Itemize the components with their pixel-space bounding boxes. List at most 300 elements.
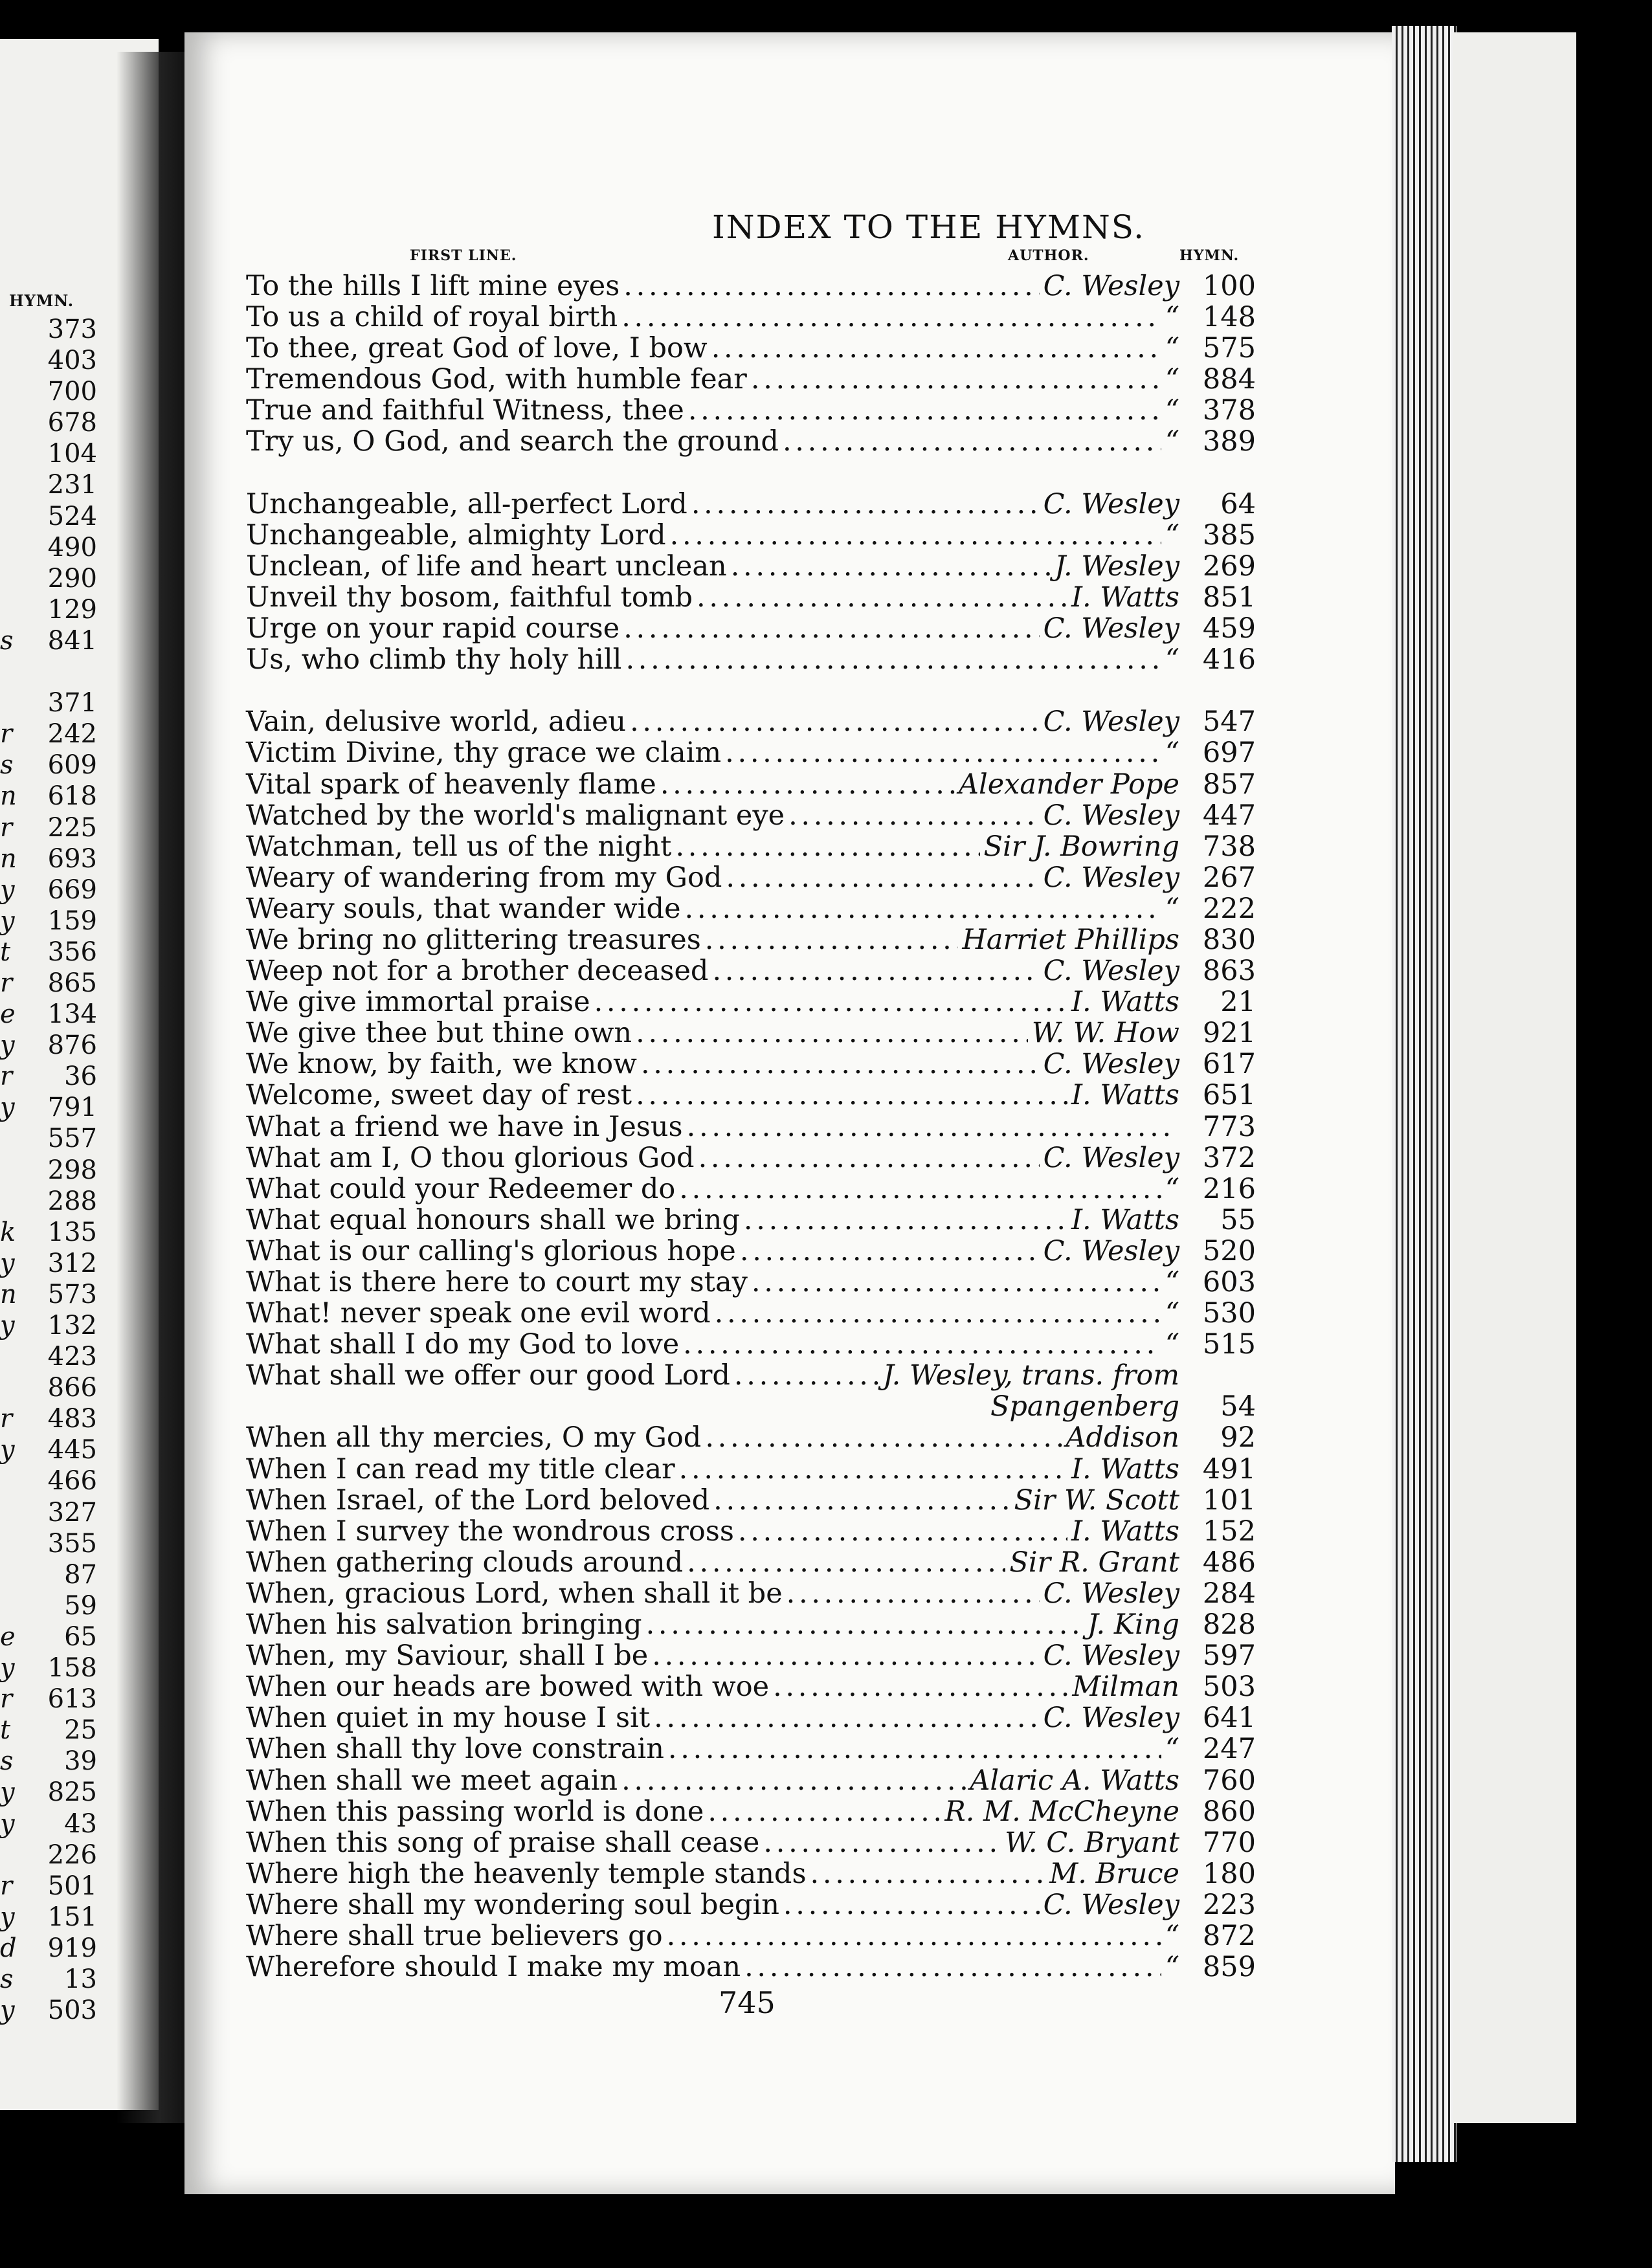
hymn-index-list xyxy=(246,271,1256,1983)
entry-author: Alaric A. Watts xyxy=(970,1764,1179,1797)
entry-leader-dots xyxy=(752,1267,1161,1298)
entry-author: “ xyxy=(1165,394,1179,427)
entry-leader-dots xyxy=(625,644,1161,675)
entry-author: C. Wesley xyxy=(1043,612,1179,645)
entry-first-line: When his salvation bringing xyxy=(246,1608,642,1641)
previous-page-row xyxy=(0,1840,97,1871)
entry-author: Sir J. Bowring xyxy=(983,830,1179,863)
entry-first-line: When, gracious Lord, when shall it be xyxy=(246,1577,783,1610)
entry-leader-dots xyxy=(738,1516,1067,1547)
previous-page-row-hymn-number: 327 xyxy=(47,1497,97,1528)
index-entry xyxy=(246,1205,1256,1236)
previous-page-row-hymn-number: 129 xyxy=(47,594,97,625)
entry-author: Addison xyxy=(1066,1421,1179,1454)
entry-hymn-number: 216 xyxy=(1202,1172,1256,1205)
index-entry xyxy=(246,302,1256,333)
previous-page-row-author-fragment: t xyxy=(0,937,11,967)
entry-leader-dots xyxy=(621,302,1161,333)
previous-page-row-hymn-number: 87 xyxy=(64,1559,97,1590)
previous-page-row xyxy=(0,625,97,656)
entry-first-line: Unclean, of life and heart unclean xyxy=(246,550,727,583)
previous-page-row-author-fragment: y xyxy=(0,1902,15,1932)
entry-hymn-number: 284 xyxy=(1202,1577,1256,1610)
previous-page-row-hymn-number: 573 xyxy=(47,1279,97,1309)
entry-hymn-number: 269 xyxy=(1202,550,1256,583)
entry-leader-dots xyxy=(688,395,1161,426)
entry-author: J. King xyxy=(1087,1608,1179,1641)
entry-hymn-number: 773 xyxy=(1202,1110,1256,1143)
entry-hymn-number: 100 xyxy=(1202,270,1256,302)
index-entry xyxy=(246,271,1256,302)
entry-author: “ xyxy=(1165,643,1179,676)
entry-leader-dots xyxy=(630,706,1040,737)
previous-page-row xyxy=(0,812,97,843)
previous-page-row-hymn-number: 159 xyxy=(47,906,97,936)
index-entry xyxy=(246,1578,1256,1609)
index-entry xyxy=(246,1142,1256,1173)
entry-author: I. Watts xyxy=(1071,1079,1179,1112)
entry-leader-dots xyxy=(783,1889,1040,1920)
entry-hymn-number: 651 xyxy=(1202,1079,1256,1112)
entry-leader-dots xyxy=(646,1609,1084,1640)
index-entry xyxy=(246,1236,1256,1267)
previous-page-row xyxy=(0,1310,97,1341)
index-entry xyxy=(246,1671,1256,1702)
previous-page-row-hymn-number: 242 xyxy=(47,719,97,750)
previous-page-row xyxy=(0,1559,97,1590)
previous-page-row-hymn-number: 501 xyxy=(47,1871,97,1901)
entry-author: C. Wesley xyxy=(1043,1141,1179,1174)
entry-hymn-number: 416 xyxy=(1202,643,1256,676)
entry-hymn-number: 530 xyxy=(1202,1297,1256,1330)
index-entry xyxy=(246,1080,1256,1111)
previous-page-hymn-header: HYMN. xyxy=(9,291,74,310)
previous-page-row xyxy=(0,937,97,968)
entry-leader-dots xyxy=(667,1920,1161,1951)
previous-page-row xyxy=(0,501,97,532)
entry-hymn-number: 617 xyxy=(1202,1048,1256,1081)
entry-first-line: We give immortal praise xyxy=(246,986,590,1019)
index-entry xyxy=(246,1827,1256,1858)
page-title: INDEX TO THE HYMNS. xyxy=(712,208,1146,246)
index-entry xyxy=(246,1547,1256,1578)
entry-author: “ xyxy=(1165,425,1179,458)
entry-first-line: When I survey the wondrous cross xyxy=(246,1515,734,1548)
entry-hymn-number: 54 xyxy=(1220,1390,1256,1423)
previous-page-row xyxy=(0,1902,97,1933)
previous-page-row xyxy=(0,687,97,718)
index-entry xyxy=(246,1858,1256,1889)
entry-leader-dots xyxy=(744,1951,1161,1983)
entry-leader-dots xyxy=(711,333,1161,364)
previous-page-row xyxy=(0,532,97,563)
page-gutter-shadow xyxy=(117,52,188,2123)
previous-page-row-author-fragment: y xyxy=(0,1435,15,1465)
previous-page-row-author-fragment: y xyxy=(0,1653,15,1684)
entry-leader-dots xyxy=(636,1080,1067,1111)
entry-hymn-number: 92 xyxy=(1220,1421,1256,1454)
entry-hymn-number: 64 xyxy=(1220,487,1256,520)
previous-page-row-author-fragment: r xyxy=(0,1404,13,1434)
previous-page-row-hymn-number: 290 xyxy=(47,563,97,594)
entry-leader-dots xyxy=(740,1236,1040,1267)
previous-page-row-author-fragment: y xyxy=(0,874,15,905)
index-entry xyxy=(246,706,1256,737)
entry-author: “ xyxy=(1165,1328,1179,1361)
previous-page-row-author-fragment: r xyxy=(0,968,13,998)
entry-leader-dots xyxy=(725,737,1161,768)
previous-page-row-hymn-number: 104 xyxy=(47,439,97,469)
entry-author: Alexander Pope xyxy=(958,768,1179,801)
entry-author: R. M. McCheyne xyxy=(944,1795,1179,1828)
previous-page-row xyxy=(0,968,97,999)
entry-hymn-number: 697 xyxy=(1202,737,1256,770)
index-entry xyxy=(246,1329,1256,1360)
previous-page-row-author-fragment: y xyxy=(0,1311,15,1340)
entry-author: C. Wesley xyxy=(1043,487,1179,520)
entry-leader-dots xyxy=(623,613,1039,644)
entry-hymn-number: 603 xyxy=(1202,1266,1256,1298)
index-entry xyxy=(246,1765,1256,1796)
entry-hymn-number: 222 xyxy=(1202,892,1256,925)
entry-author: C. Wesley xyxy=(1043,1640,1179,1673)
index-entry xyxy=(246,364,1256,395)
entry-leader-dots xyxy=(712,955,1039,986)
previous-page-row xyxy=(0,750,97,781)
entry-leader-dots xyxy=(787,1578,1040,1609)
previous-page-row-author-fragment: d xyxy=(0,1933,17,1963)
entry-leader-dots xyxy=(751,364,1161,395)
entry-first-line: When all thy mercies, O my God xyxy=(246,1421,702,1454)
entry-author: C. Wesley xyxy=(1043,706,1179,739)
previous-page-row-hymn-number: 841 xyxy=(47,625,97,656)
entry-first-line: Weep not for a brother deceased xyxy=(246,955,709,988)
entry-author: Spangenberg xyxy=(990,1390,1179,1423)
index-entry xyxy=(246,613,1256,644)
entry-hymn-number: 389 xyxy=(1202,425,1256,458)
entry-first-line: When quiet in my house I sit xyxy=(246,1702,651,1735)
entry-author: Harriet Phillips xyxy=(962,923,1179,956)
previous-page-row-author-fragment: r xyxy=(0,812,13,843)
entry-leader-dots xyxy=(788,800,1040,831)
entry-hymn-number: 372 xyxy=(1202,1141,1256,1174)
entry-first-line: When shall thy love constrain xyxy=(246,1733,664,1766)
previous-page-row xyxy=(0,656,97,687)
entry-author: Milman xyxy=(1072,1671,1179,1704)
previous-page-row xyxy=(0,1995,97,2026)
index-entry xyxy=(246,800,1256,831)
entry-author: W. C. Bryant xyxy=(1005,1826,1179,1859)
entry-hymn-number: 760 xyxy=(1202,1764,1256,1797)
previous-page-row-hymn-number: 36 xyxy=(64,1062,97,1092)
entry-first-line: Welcome, sweet day of rest xyxy=(246,1079,632,1112)
entry-hymn-number: 859 xyxy=(1202,1951,1256,1984)
previous-page-row xyxy=(0,1684,97,1715)
entry-leader-dots xyxy=(687,1111,1176,1142)
entry-first-line: Where shall true believers go xyxy=(246,1919,663,1952)
column-header-first-line: FIRST LINE. xyxy=(410,247,517,264)
entry-leader-dots xyxy=(691,489,1040,520)
entry-author: C. Wesley xyxy=(1043,799,1179,832)
entry-hymn-number: 921 xyxy=(1202,1017,1256,1050)
previous-page-row-author-fragment: t xyxy=(0,1715,11,1746)
previous-page-row-hymn-number: 825 xyxy=(47,1777,97,1808)
entry-leader-dots xyxy=(679,1454,1067,1485)
previous-page-row xyxy=(0,594,97,625)
index-entry xyxy=(246,1454,1256,1485)
previous-page-row-author-fragment: n xyxy=(0,781,17,812)
previous-page-row-hymn-number: 312 xyxy=(47,1248,97,1278)
entry-first-line: What shall I do my God to love xyxy=(246,1328,680,1361)
previous-page-row xyxy=(0,1372,97,1403)
entry-first-line: Weary of wandering from my God xyxy=(246,861,722,894)
previous-page-row-hymn-number: 135 xyxy=(47,1217,97,1247)
entry-first-line: Us, who climb thy holy hill xyxy=(246,643,622,676)
entry-leader-dots xyxy=(641,1049,1040,1080)
previous-page-row-author-fragment: e xyxy=(0,1621,16,1652)
previous-page-row-hymn-number: 466 xyxy=(47,1466,97,1496)
entry-hymn-number: 491 xyxy=(1202,1452,1256,1485)
previous-page-row-author-fragment: y xyxy=(0,906,15,936)
entry-first-line: Tremendous God, with humble fear xyxy=(246,363,747,396)
page-edges xyxy=(1392,26,1457,2162)
entry-first-line: Victim Divine, thy grace we claim xyxy=(246,737,722,770)
previous-page-row xyxy=(0,376,97,407)
previous-page-row-author-fragment: s xyxy=(0,1964,14,1994)
entry-hymn-number: 515 xyxy=(1202,1328,1256,1361)
index-entry xyxy=(246,955,1256,986)
previous-page-hymn-list xyxy=(0,314,97,2026)
back-cover xyxy=(1453,32,1576,2123)
previous-page-row-author-fragment: y xyxy=(0,1777,15,1808)
previous-page-row-author-fragment: r xyxy=(0,1062,13,1092)
column-header-author: AUTHOR. xyxy=(1008,247,1089,264)
previous-page-row xyxy=(0,999,97,1030)
previous-page-row-hymn-number: 423 xyxy=(47,1342,97,1372)
entry-leader-dots xyxy=(698,1142,1040,1173)
entry-author: C. Wesley xyxy=(1043,861,1179,894)
entry-leader-dots xyxy=(687,1547,1005,1578)
entry-author: “ xyxy=(1165,1951,1179,1984)
previous-page-row-hymn-number: 791 xyxy=(47,1093,97,1123)
entry-leader-dots xyxy=(636,1017,1028,1049)
entry-hymn-number: 857 xyxy=(1202,768,1256,801)
previous-page-row xyxy=(0,1777,97,1808)
previous-page-row xyxy=(0,874,97,906)
entry-hymn-number: 770 xyxy=(1202,1826,1256,1859)
entry-author: Sir W. Scott xyxy=(1014,1484,1179,1517)
previous-page-row-hymn-number: 403 xyxy=(47,346,97,376)
previous-page-row-hymn-number: 59 xyxy=(64,1590,97,1621)
previous-page-row-author-fragment: r xyxy=(0,1684,13,1715)
index-entry xyxy=(246,1360,1256,1391)
previous-page-row xyxy=(0,1746,97,1777)
previous-page-row-hymn-number: 134 xyxy=(47,999,97,1030)
previous-page-row xyxy=(0,314,97,345)
entry-first-line: When this song of praise shall cease xyxy=(246,1826,760,1859)
entry-author: “ xyxy=(1165,1733,1179,1766)
entry-hymn-number: 828 xyxy=(1202,1608,1256,1641)
previous-page-row xyxy=(0,1403,97,1434)
previous-page-row-hymn-number: 373 xyxy=(47,315,97,344)
entry-first-line: Try us, O God, and search the ground xyxy=(246,425,779,458)
entry-hymn-number: 738 xyxy=(1202,830,1256,863)
entry-author: “ xyxy=(1165,1297,1179,1330)
previous-page-row-hymn-number: 226 xyxy=(47,1840,97,1870)
entry-hymn-number: 267 xyxy=(1202,861,1256,894)
entry-first-line: When shall we meet again xyxy=(246,1764,618,1797)
previous-page-row-hymn-number: 225 xyxy=(47,812,97,843)
index-entry xyxy=(246,1422,1256,1453)
previous-page-row xyxy=(0,1497,97,1528)
entry-leader-dots xyxy=(810,1858,1046,1889)
entry-author: W. W. How xyxy=(1031,1017,1179,1050)
index-entry xyxy=(246,893,1256,924)
previous-page-row-author-fragment: y xyxy=(0,1030,15,1061)
entry-author: “ xyxy=(1165,518,1179,551)
entry-first-line: Vital spark of heavenly flame xyxy=(246,768,656,801)
entry-author: J. Wesley xyxy=(1055,550,1179,583)
previous-page-row-hymn-number: 151 xyxy=(47,1902,97,1932)
entry-first-line: When our heads are bowed with woe xyxy=(246,1671,770,1704)
entry-leader-dots xyxy=(670,520,1161,551)
entry-hymn-number: 447 xyxy=(1202,799,1256,832)
previous-page-row-hymn-number: 866 xyxy=(47,1373,97,1403)
previous-page-row xyxy=(0,1871,97,1902)
previous-page-row-author-fragment: s xyxy=(0,1746,14,1777)
previous-page-row-author-fragment: y xyxy=(0,1093,15,1123)
entry-author: I. Watts xyxy=(1071,1203,1179,1236)
entry-author: “ xyxy=(1165,332,1179,365)
previous-page-row xyxy=(0,407,97,438)
entry-hymn-number: 152 xyxy=(1202,1515,1256,1548)
previous-page-row xyxy=(0,1279,97,1310)
previous-page-row-author-fragment: y xyxy=(0,1996,15,2026)
entry-first-line: To thee, great God of love, I bow xyxy=(246,332,708,365)
entry-first-line: Where high the heavenly temple stands xyxy=(246,1857,807,1890)
index-entry xyxy=(246,395,1256,426)
entry-author: C. Wesley xyxy=(1043,270,1179,302)
previous-page-row-hymn-number: 231 xyxy=(47,470,97,500)
previous-page-row xyxy=(0,469,97,500)
index-entry xyxy=(246,862,1256,893)
previous-page-row-author-fragment: e xyxy=(0,999,16,1030)
previous-page-row xyxy=(0,1528,97,1559)
entry-leader-dots xyxy=(623,271,1039,302)
previous-page-row xyxy=(0,1621,97,1652)
previous-page-row xyxy=(0,563,97,594)
previous-page-row-author-fragment: r xyxy=(0,1871,13,1901)
entry-author: I. Watts xyxy=(1071,986,1179,1019)
index-entry xyxy=(246,986,1256,1017)
entry-leader-dots xyxy=(654,1702,1039,1733)
entry-first-line: When Israel, of the Lord beloved xyxy=(246,1484,710,1517)
previous-page-row-hymn-number: 865 xyxy=(47,968,97,998)
previous-page-row-hymn-number: 355 xyxy=(47,1528,97,1559)
entry-hymn-number: 830 xyxy=(1202,923,1256,956)
entry-hymn-number: 180 xyxy=(1202,1857,1256,1890)
index-entry xyxy=(246,1920,1256,1951)
index-entry xyxy=(246,551,1256,582)
entry-hymn-number: 459 xyxy=(1202,612,1256,645)
entry-hymn-number: 884 xyxy=(1202,363,1256,396)
entry-leader-dots xyxy=(713,1485,1010,1516)
previous-page-row-hymn-number: 158 xyxy=(47,1653,97,1684)
previous-page-row-author-fragment: s xyxy=(0,625,14,656)
entry-leader-dots xyxy=(783,426,1161,457)
previous-page-row xyxy=(0,1341,97,1372)
previous-page-row xyxy=(0,1590,97,1621)
entry-leader-dots xyxy=(652,1640,1039,1671)
entry-first-line: We bring no glittering treasures xyxy=(246,923,701,956)
entry-leader-dots xyxy=(660,769,955,800)
previous-page-row-author-fragment: r xyxy=(0,719,13,750)
index-entry xyxy=(246,1173,1256,1205)
letter-group-spacer xyxy=(246,675,1256,706)
letter-group-spacer xyxy=(246,458,1256,489)
previous-page-row-hymn-number: 132 xyxy=(47,1311,97,1340)
previous-page-row-author-fragment: y xyxy=(0,1808,15,1839)
previous-page-row xyxy=(0,1217,97,1248)
index-entry xyxy=(246,644,1256,675)
entry-first-line: What is there here to court my stay xyxy=(246,1266,748,1298)
entry-leader-dots xyxy=(744,1205,1067,1236)
index-entry xyxy=(246,489,1256,520)
previous-page-row-author-fragment: y xyxy=(0,1248,15,1278)
entry-author: “ xyxy=(1165,301,1179,334)
previous-page-row xyxy=(0,1155,97,1186)
index-entry xyxy=(246,1049,1256,1080)
previous-page-row xyxy=(0,718,97,750)
index-entry xyxy=(246,737,1256,768)
entry-first-line: To the hills I lift mine eyes xyxy=(246,270,620,302)
previous-page-row-hymn-number: 613 xyxy=(47,1684,97,1715)
previous-page-row-hymn-number: 371 xyxy=(47,688,97,718)
index-entry xyxy=(246,426,1256,457)
entry-first-line: We give thee but thine own xyxy=(246,1017,632,1050)
entry-leader-dots xyxy=(675,831,979,862)
previous-page-row-hymn-number: 13 xyxy=(64,1964,97,1994)
previous-page-row-author-fragment: s xyxy=(0,750,14,781)
entry-hymn-number: 597 xyxy=(1202,1640,1256,1673)
entry-first-line: Weary souls, that wander wide xyxy=(246,892,681,925)
entry-author: C. Wesley xyxy=(1043,1577,1179,1610)
index-entry xyxy=(246,1267,1256,1298)
previous-page-row xyxy=(0,438,97,469)
index-entry xyxy=(246,520,1256,551)
entry-leader-dots xyxy=(715,1298,1161,1329)
entry-first-line: Unchangeable, almighty Lord xyxy=(246,518,666,551)
index-entry xyxy=(246,1733,1256,1764)
previous-page-row-hymn-number: 678 xyxy=(47,408,97,438)
index-entry xyxy=(246,1889,1256,1920)
previous-page-row-hymn-number: 557 xyxy=(47,1124,97,1154)
entry-author: C. Wesley xyxy=(1043,955,1179,988)
index-entry xyxy=(246,769,1256,800)
entry-first-line: What is our calling's glorious hope xyxy=(246,1234,736,1267)
index-entry xyxy=(246,1516,1256,1547)
previous-page-row xyxy=(0,1061,97,1092)
entry-author: I. Watts xyxy=(1071,1452,1179,1485)
previous-page-row-hymn-number: 65 xyxy=(64,1621,97,1652)
previous-page-row xyxy=(0,1248,97,1279)
previous-page-row xyxy=(0,345,97,376)
entry-leader-dots xyxy=(679,1173,1161,1205)
entry-leader-dots xyxy=(697,582,1067,613)
previous-page-row xyxy=(0,906,97,937)
index-entry xyxy=(246,1017,1256,1049)
entry-leader-dots xyxy=(734,1360,879,1391)
